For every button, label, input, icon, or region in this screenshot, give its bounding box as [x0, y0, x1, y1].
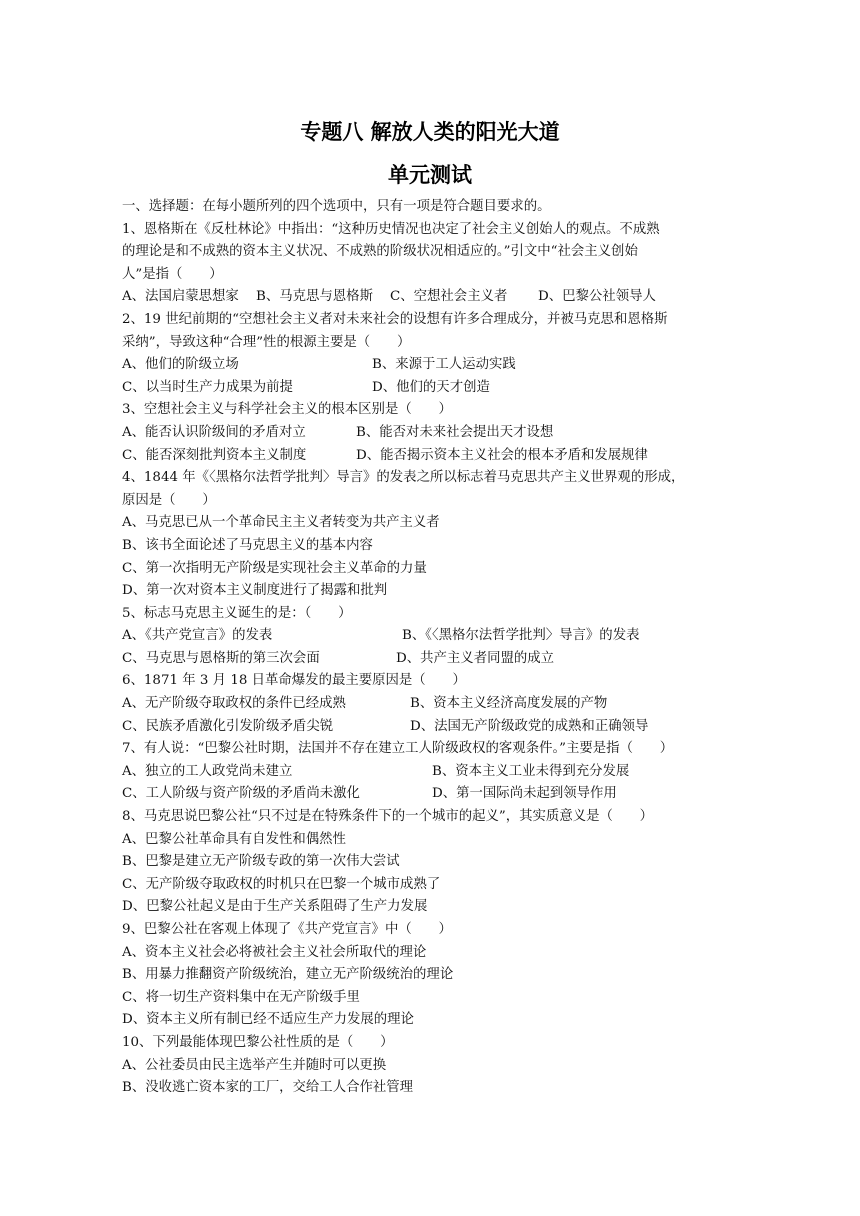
- question-4-stem-line: 原因是（ ）: [122, 492, 216, 508]
- question-2-stem-line: 采纳”，导致这种“合理”性的根源主要是（ ）: [122, 334, 411, 350]
- option-d: D、能否揭示资本主义社会的根本矛盾和发展规律: [356, 447, 648, 463]
- question-5-options-row2: [122, 648, 740, 671]
- option-d: D、共产主义者同盟的成立: [396, 650, 555, 666]
- option-c: C、将一切生产资料集中在无产阶级手里: [122, 989, 360, 1005]
- question-2-options-row1: [122, 354, 740, 377]
- page-title: 专题八 解放人类的阳光大道: [300, 120, 560, 144]
- question-6-stem-line: 6、1871 年 3 月 18 日革命爆发的最主要原因是（ ）: [122, 673, 466, 689]
- question-10-stem-line: 10、下列最能体现巴黎公社性质的是（ ）: [122, 1034, 394, 1050]
- option-d: D、巴黎公社起义是由于生产关系阻碍了生产力发展: [122, 899, 428, 915]
- option-b: B、巴黎是建立无产阶级专政的第一次伟大尝试: [122, 854, 400, 870]
- option-a: A、巴黎公社革命具有自发性和偶然性: [122, 831, 346, 847]
- option-d: D、第一国际尚未起到领导作用: [432, 786, 617, 802]
- option-a: A、他们的阶级立场: [122, 357, 239, 373]
- option-a: A、能否认识阶级间的矛盾对立: [122, 424, 306, 440]
- question-5-options-row1: [122, 625, 740, 648]
- question-2-stem-line: 2、19 世纪前期的“空想社会主义者对未来社会的设想有许多合理成分，并被马克思和恩格斯: [122, 311, 668, 327]
- option-c: C、第一次指明无产阶级是实现社会主义革命的力量: [122, 560, 427, 576]
- option-c: C、以当时生产力成果为前提: [122, 379, 293, 395]
- question-1-stem-line: 1、恩格斯在《反杜林论》中指出：“这种历史情况也决定了社会主义创始人的观点。不成熟: [122, 221, 660, 237]
- question-7-stem-line: 7、有人说：“巴黎公社时期，法国并不存在建立工人阶级政权的客观条件。”主要是指（ ）: [122, 741, 674, 757]
- question-list: [122, 196, 740, 1100]
- option-d: D、他们的天才创造: [372, 379, 490, 395]
- page-subtitle: 单元测试: [388, 163, 472, 187]
- option-b: B、《〈黑格尔法哲学批判〉导言》的发表: [402, 628, 640, 644]
- option-b: B、用暴力推翻资产阶级统治，建立无产阶级统治的理论: [122, 967, 454, 983]
- option-d: D、资本主义所有制已经不适应生产力发展的理论: [122, 1012, 414, 1028]
- question-7-options-row1: [122, 761, 740, 784]
- option-b: B、能否对未来社会提出天才设想: [356, 424, 554, 440]
- question-1-stem-line: 人”是指（ ）: [122, 266, 223, 282]
- option-c: C、空想社会主义者: [390, 289, 508, 305]
- question-9-stem-line: 9、巴黎公社在客观上体现了《共产党宣言》中（ ）: [122, 922, 452, 937]
- option-c: C、工人阶级与资产阶级的矛盾尚未激化: [122, 786, 360, 802]
- option-c: C、民族矛盾激化引发阶级矛盾尖锐: [122, 718, 334, 734]
- option-a: A、马克思已从一个革命民主主义者转变为共产主义者: [122, 515, 440, 531]
- option-b: B、资本主义经济高度发展的产物: [410, 696, 608, 712]
- question-4-stem-line: 4、1844 年《〈黑格尔法哲学批判〉导言》的发表之所以标志着马克思共产主义世界观的形成，: [122, 470, 685, 486]
- question-1-options: [122, 286, 740, 309]
- option-a: A、独立的工人政党尚未建立: [122, 763, 293, 779]
- option-a: A、公社委员由民主选举产生并随时可以更换: [122, 1057, 387, 1073]
- question-6-options-row2: [122, 716, 740, 739]
- question-7-options-row2: [122, 783, 740, 806]
- option-c: C、无产阶级夺取政权的时机只在巴黎一个城市成熟了: [122, 876, 441, 892]
- question-1-stem-line: 的理论是和不成熟的资本主义状况、不成熟的阶级状况相适应的。”引文中“社会主义创始: [122, 244, 638, 260]
- option-d: D、巴黎公社领导人: [538, 289, 656, 305]
- option-c: C、能否深刻批判资本主义制度: [122, 447, 307, 463]
- question-3-options-row2: [122, 445, 740, 468]
- question-6-options-row1: [122, 693, 740, 716]
- option-c: C、马克思与恩格斯的第三次会面: [122, 650, 320, 666]
- section-instruction: 一、选择题：在每小题所列的四个选项中，只有一项是符合题目要求的。: [122, 199, 551, 214]
- option-a: A、资本主义社会必将被社会主义社会所取代的理论: [122, 944, 427, 960]
- option-b: B、来源于工人运动实践: [372, 357, 516, 373]
- option-a: A、无产阶级夺取政权的条件已经成熟: [122, 696, 346, 712]
- option-b: B、资本主义工业未得到充分发展: [432, 763, 630, 779]
- option-b: B、没收逃亡资本家的工厂，交给工人合作社管理: [122, 1080, 414, 1096]
- option-a: A、法国启蒙思想家: [122, 289, 239, 305]
- question-8-stem-line: 8、马克思说巴黎公社“只不过是在特殊条件下的一个城市的起义”，其实质意义是（ ）: [122, 809, 654, 825]
- question-3-options-row1: [122, 422, 740, 445]
- option-a: A、《共产党宣言》的发表: [122, 628, 273, 644]
- option-b: B、该书全面论述了马克思主义的基本内容: [122, 537, 373, 553]
- question-3-stem-line: 3、空想社会主义与科学社会主义的根本区别是（ ）: [122, 402, 452, 418]
- question-2-options-row2: [122, 377, 740, 400]
- question-5-stem-line: 5、标志马克思主义诞生的是：（ ）: [122, 605, 352, 621]
- option-d: D、法国无产阶级政党的成熟和正确领导: [410, 718, 649, 734]
- option-b: B、马克思与恩格斯: [256, 289, 373, 305]
- option-d: D、第一次对资本主义制度进行了揭露和批判: [122, 583, 388, 599]
